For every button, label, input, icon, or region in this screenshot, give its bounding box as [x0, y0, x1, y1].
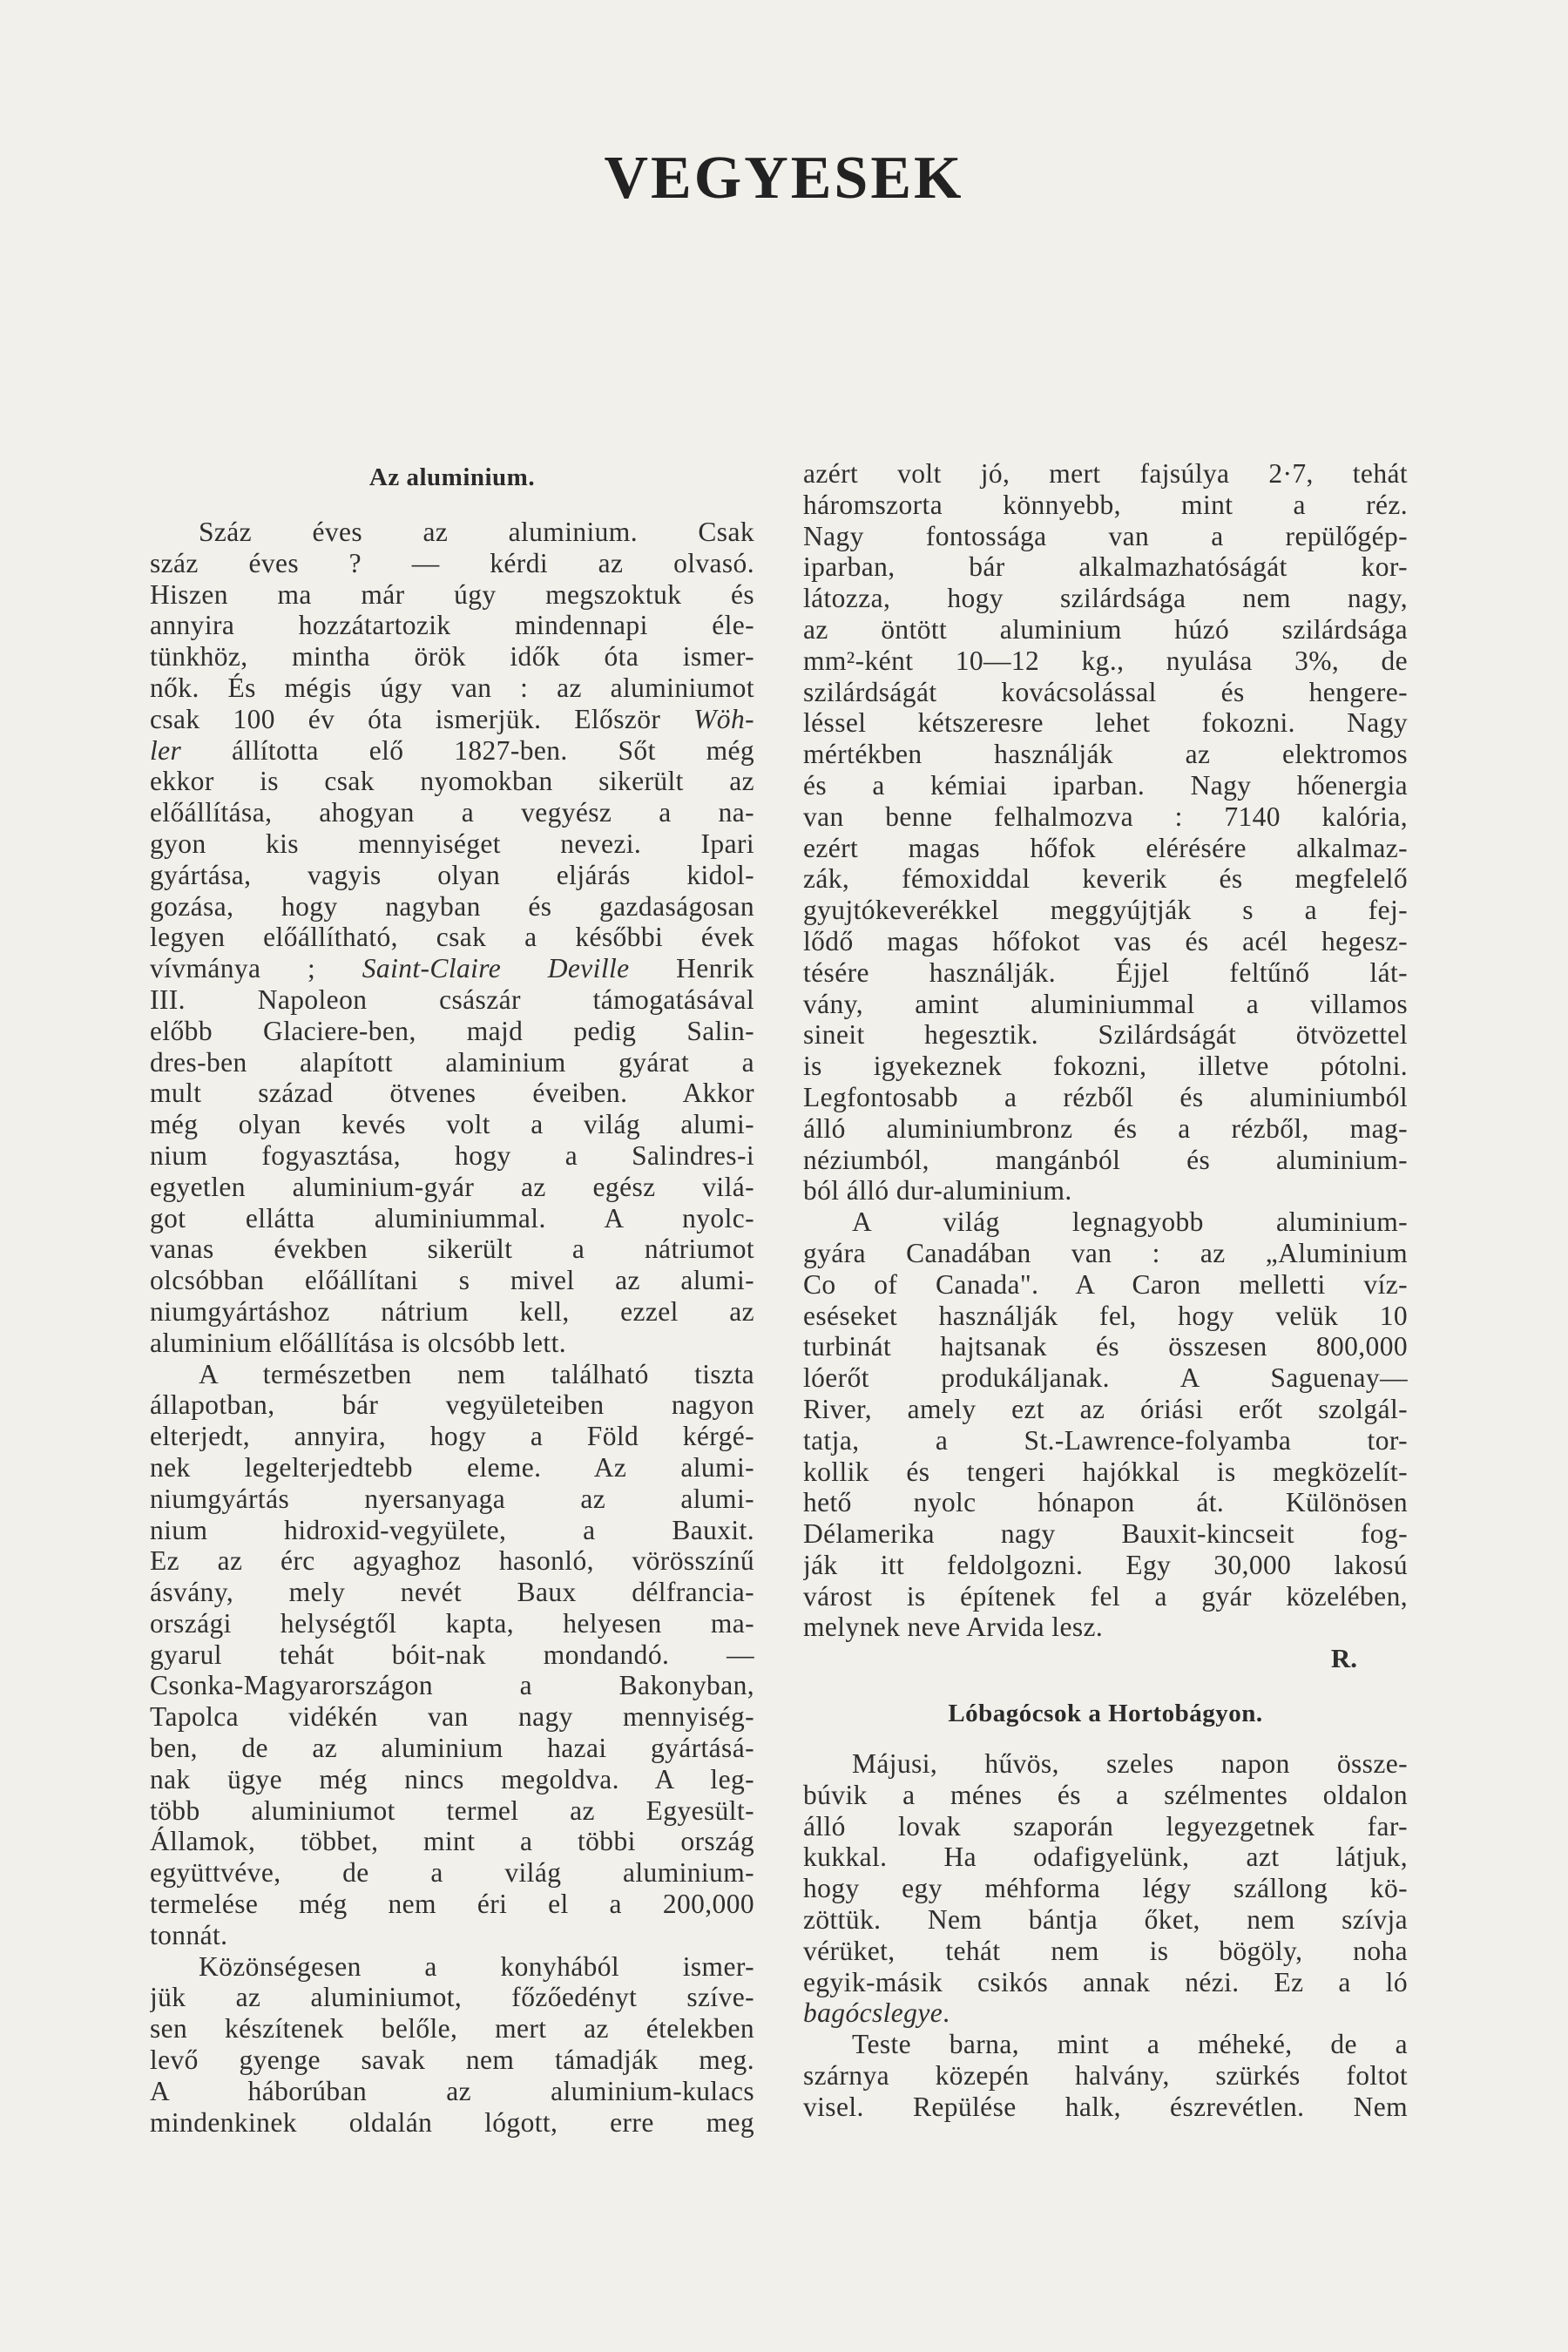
text-line	[803, 1997, 1408, 2029]
text-line: álló lovak szaporán legyezgetnek far-	[803, 1810, 1408, 1842]
text-line: gyártása, vagyis olyan eljárás kidol-	[150, 859, 754, 890]
text-line: tünkhöz, mintha örök idők óta ismer-	[150, 641, 754, 672]
text-line: ják itt feldolgozni. Egy 30,000 lakosú	[803, 1549, 1408, 1580]
text-line: még olyan kevés volt a világ alumi-	[150, 1109, 754, 1140]
text-line: tatja, a St.-Lawrence-folyamba tor-	[803, 1424, 1408, 1456]
text-line: hető nyolc hónapon át. Különösen	[803, 1487, 1408, 1518]
article-body-aluminium-continued	[803, 458, 1408, 1643]
text-segment: állította elő 1827-ben. Sőt még	[181, 734, 754, 766]
text-segment: vívmánya ;	[150, 953, 362, 984]
text-line: olcsóbban előállítani s mivel az alumi-	[150, 1265, 754, 1296]
text-line: sineit hegesztik. Szilárdságát ötvözettel	[803, 1019, 1408, 1051]
text-line: turbinát hajtsanak és összesen 800,000	[803, 1331, 1408, 1362]
paragraph	[803, 1748, 1408, 2029]
paragraph	[803, 2029, 1408, 2122]
text-line: Száz éves az aluminium. Csak	[199, 517, 754, 547]
text-line: niumgyártás nyersanyaga az alumi-	[150, 1483, 754, 1514]
text-line: kollik és tengeri hajókkal is megközelít-	[803, 1456, 1408, 1487]
page-title: VEGYESEK	[604, 145, 964, 212]
italic-text: bagócslegye	[803, 1997, 943, 2029]
text-line: River, amely ezt az óriási erőt szolgál-	[803, 1393, 1408, 1424]
text-line: nők. És mégis úgy van : az aluminiumot	[150, 672, 754, 703]
text-line: az öntött aluminium húzó szilárdsága	[803, 613, 1408, 645]
text-line: A háborúban az aluminium-kulacs	[150, 2075, 754, 2106]
text-line: iparban, bár alkalmazhatóságát kor-	[803, 551, 1408, 583]
text-line: vérüket, tehát nem is bögöly, noha	[803, 1935, 1408, 1966]
text-line: ból álló dur-aluminium.	[803, 1175, 1072, 1206]
text-line: látozza, hogy szilárdsága nem nagy,	[803, 583, 1408, 614]
text-line: ezért magas hőfok elérésére alkalmaz-	[803, 832, 1408, 863]
text-line: lóerőt produkáljanak. A Saguenay—	[803, 1362, 1408, 1394]
text-segment: csak 100 év óta ismerjük. Először	[150, 703, 694, 734]
italic-text: Saint-Claire Deville	[362, 953, 630, 984]
text-line: elterjedt, annyira, hogy a Föld kérgé-	[150, 1421, 754, 1452]
text-line: együttvéve, de a világ aluminium-	[150, 1857, 754, 1889]
text-line: kukkal. Ha odafigyelünk, azt látjuk,	[803, 1842, 1408, 1873]
italic-text: ler	[150, 734, 182, 766]
paragraph	[150, 1359, 754, 1951]
text-line: ásvány, mely nevét Baux délfrancia-	[150, 1577, 754, 1608]
text-line: egyik-másik csikós annak nézi. Ez a ló	[803, 1966, 1408, 1997]
text-line: előállítása, ahogyan a vegyész a na-	[150, 797, 754, 828]
text-line: got ellátta aluminiummal. A nyolc-	[150, 1202, 754, 1233]
text-line: eséseket használják fel, hogy velük 10	[803, 1300, 1408, 1331]
text-line: aluminium előállítása is olcsóbb lett.	[150, 1327, 566, 1358]
text-line: van benne felhalmozva : 7140 kalória,	[803, 801, 1408, 832]
text-line: és a kémiai iparban. Nagy hőenergia	[803, 769, 1408, 801]
text-line: mm²-ként 10—12 kg., nyulása 3%, de	[803, 645, 1408, 676]
text-line: annyira hozzátartozik mindennapi éle-	[150, 610, 754, 641]
text-line: gyára Canadában van : az „Aluminium	[803, 1237, 1408, 1268]
text-line: mindenkinek oldalán lógott, erre meg	[150, 2106, 754, 2138]
text-line: hogy egy méhforma légy szállong kö-	[803, 1873, 1408, 1904]
text-line: legyen előállítható, csak a későbbi évek	[150, 922, 754, 953]
text-line: több aluminiumot termel az Egyesült-	[150, 1794, 754, 1826]
text-line: sen készítenek belőle, mert az ételekben	[150, 2013, 754, 2044]
text-line	[150, 953, 754, 984]
author-signature: R.	[1330, 1643, 1357, 1674]
paragraph	[803, 458, 1408, 1206]
text-line: Államok, többet, mint a többi ország	[150, 1826, 754, 1857]
text-line: vanas években sikerült a nátriumot	[150, 1233, 754, 1265]
text-line: zák, fémoxiddal keverik és megfelelő	[803, 863, 1408, 895]
text-line	[150, 704, 754, 735]
text-line: gyon kis mennyiséget nevezi. Ipari	[150, 828, 754, 859]
text-line: léssel kétszeresre lehet fokozni. Nagy	[803, 707, 1408, 739]
text-line: termelése még nem éri el a 200,000	[150, 1889, 754, 1920]
paragraph	[150, 517, 754, 1359]
text-line: mult század ötvenes éveiben. Akkor	[150, 1078, 754, 1109]
text-line: III. Napoleon császár támogatásával	[150, 983, 754, 1015]
text-line: Hiszen ma már úgy megszoktuk és	[150, 578, 754, 610]
right-column	[803, 458, 1408, 2123]
text-line: Co of Canada". A Caron melletti víz-	[803, 1268, 1408, 1300]
text-line: nium hidroxid-vegyülete, a Bauxit.	[150, 1514, 754, 1545]
text-line: tésére használják. Éjjel feltűnő lát-	[803, 956, 1408, 988]
text-line: nek legelterjedtebb eleme. Az alumi-	[150, 1451, 754, 1483]
text-line: niumgyártáshoz nátrium kell, ezzel az	[150, 1295, 754, 1327]
article-heading-lobagocsok: Lóbagócsok a Hortobágyon.	[948, 1700, 1263, 1728]
text-line: lődő magas hőfokot vas és acél hegesz-	[803, 925, 1408, 956]
text-line: Tapolca vidékén van nagy mennyiség-	[150, 1701, 754, 1733]
paragraph	[803, 1206, 1408, 1643]
paragraph	[150, 1951, 754, 2139]
text-line: ben, de az aluminium hazai gyártásá-	[150, 1733, 754, 1764]
text-line: állapotban, bár vegyületeiben nagyon	[150, 1389, 754, 1421]
text-line: Délamerika nagy Bauxit-kincseit fog-	[803, 1518, 1408, 1550]
text-line: nium fogyasztása, hogy a Salindres-i	[150, 1139, 754, 1171]
text-line: száz éves ? — kérdi az olvasó.	[150, 547, 754, 578]
text-line: Ez az érc agyaghoz hasonló, vörösszínű	[150, 1545, 754, 1577]
text-line: néziumból, mangánból és aluminium-	[803, 1144, 1408, 1175]
text-line: tonnát.	[150, 1919, 228, 1950]
text-line: Teste barna, mint a méheké, de a	[852, 2029, 1408, 2060]
text-line: várost is építenek fel a gyár közelében,	[803, 1580, 1408, 1612]
text-line: mértékben használják az elektromos	[803, 739, 1408, 770]
text-line: A világ legnagyobb aluminium-	[852, 1206, 1408, 1238]
text-line: vány, amint aluminiummal a villamos	[803, 988, 1408, 1019]
text-line: gyujtókeverékkel meggyújtják s a fej-	[803, 895, 1408, 926]
text-line: Közönségesen a konyhából ismer-	[199, 1950, 754, 1982]
text-line: szárnya közepén halvány, szürkés foltot	[803, 2060, 1408, 2092]
text-line: gozása, hogy nagyban és gazdaságosan	[150, 890, 754, 922]
text-line: nak ügye még nincs megoldva. A leg-	[150, 1763, 754, 1794]
text-line: előbb Glaciere-ben, majd pedig Salin-	[150, 1015, 754, 1046]
text-line: melynek neve Arvida lesz.	[803, 1612, 1104, 1643]
italic-text: Wöh-	[693, 703, 754, 734]
text-line: országi helységtől kapta, helyesen ma-	[150, 1607, 754, 1639]
text-line	[150, 735, 754, 767]
text-line: gyarul tehát bóit-nak mondandó. —	[150, 1639, 754, 1670]
text-line: A természetben nem található tiszta	[199, 1358, 754, 1389]
text-line: Csonka-Magyarországon a Bakonyban,	[150, 1670, 754, 1701]
article-body-aluminium	[150, 517, 754, 2138]
text-segment: .	[943, 1997, 950, 2029]
text-line: ekkor is csak nyomokban sikerült az	[150, 766, 754, 797]
text-line: visel. Repülése halk, észrevétlen. Nem	[803, 2091, 1408, 2122]
text-line: álló aluminiumbronz és a rézből, mag-	[803, 1112, 1408, 1144]
text-line: Legfontosabb a rézből és aluminiumból	[803, 1081, 1408, 1112]
text-line: egyetlen aluminium-gyár az egész vilá-	[150, 1171, 754, 1202]
text-line: levő gyenge savak nem támadják meg.	[150, 2044, 754, 2076]
text-line: is igyekeznek fokozni, illetve pótolni.	[803, 1051, 1408, 1082]
text-segment: Henrik	[629, 953, 754, 984]
left-column	[150, 462, 754, 2138]
text-line: szilárdságát kovácsolással és hengere-	[803, 676, 1408, 707]
text-line: jük az aluminiumot, főzőedényt szíve-	[150, 1982, 754, 2013]
text-line: azért volt jó, mert fajsúlya 2·7, tehát	[803, 458, 1408, 489]
text-line: búvik a ménes és a szélmentes oldalon	[803, 1779, 1408, 1810]
text-line: Májusi, hűvös, szeles napon össze-	[852, 1748, 1408, 1780]
text-line: háromszorta könnyebb, mint a réz.	[803, 489, 1408, 520]
article-body-lobagocsok	[803, 1748, 1408, 2123]
text-line: zöttük. Nem bántja őket, nem szívja	[803, 1904, 1408, 1936]
text-line: dres-ben alapított alaminium gyárat a	[150, 1046, 754, 1078]
article-heading-aluminium: Az aluminium.	[368, 463, 536, 491]
text-line: Nagy fontossága van a repülőgép-	[803, 520, 1408, 551]
